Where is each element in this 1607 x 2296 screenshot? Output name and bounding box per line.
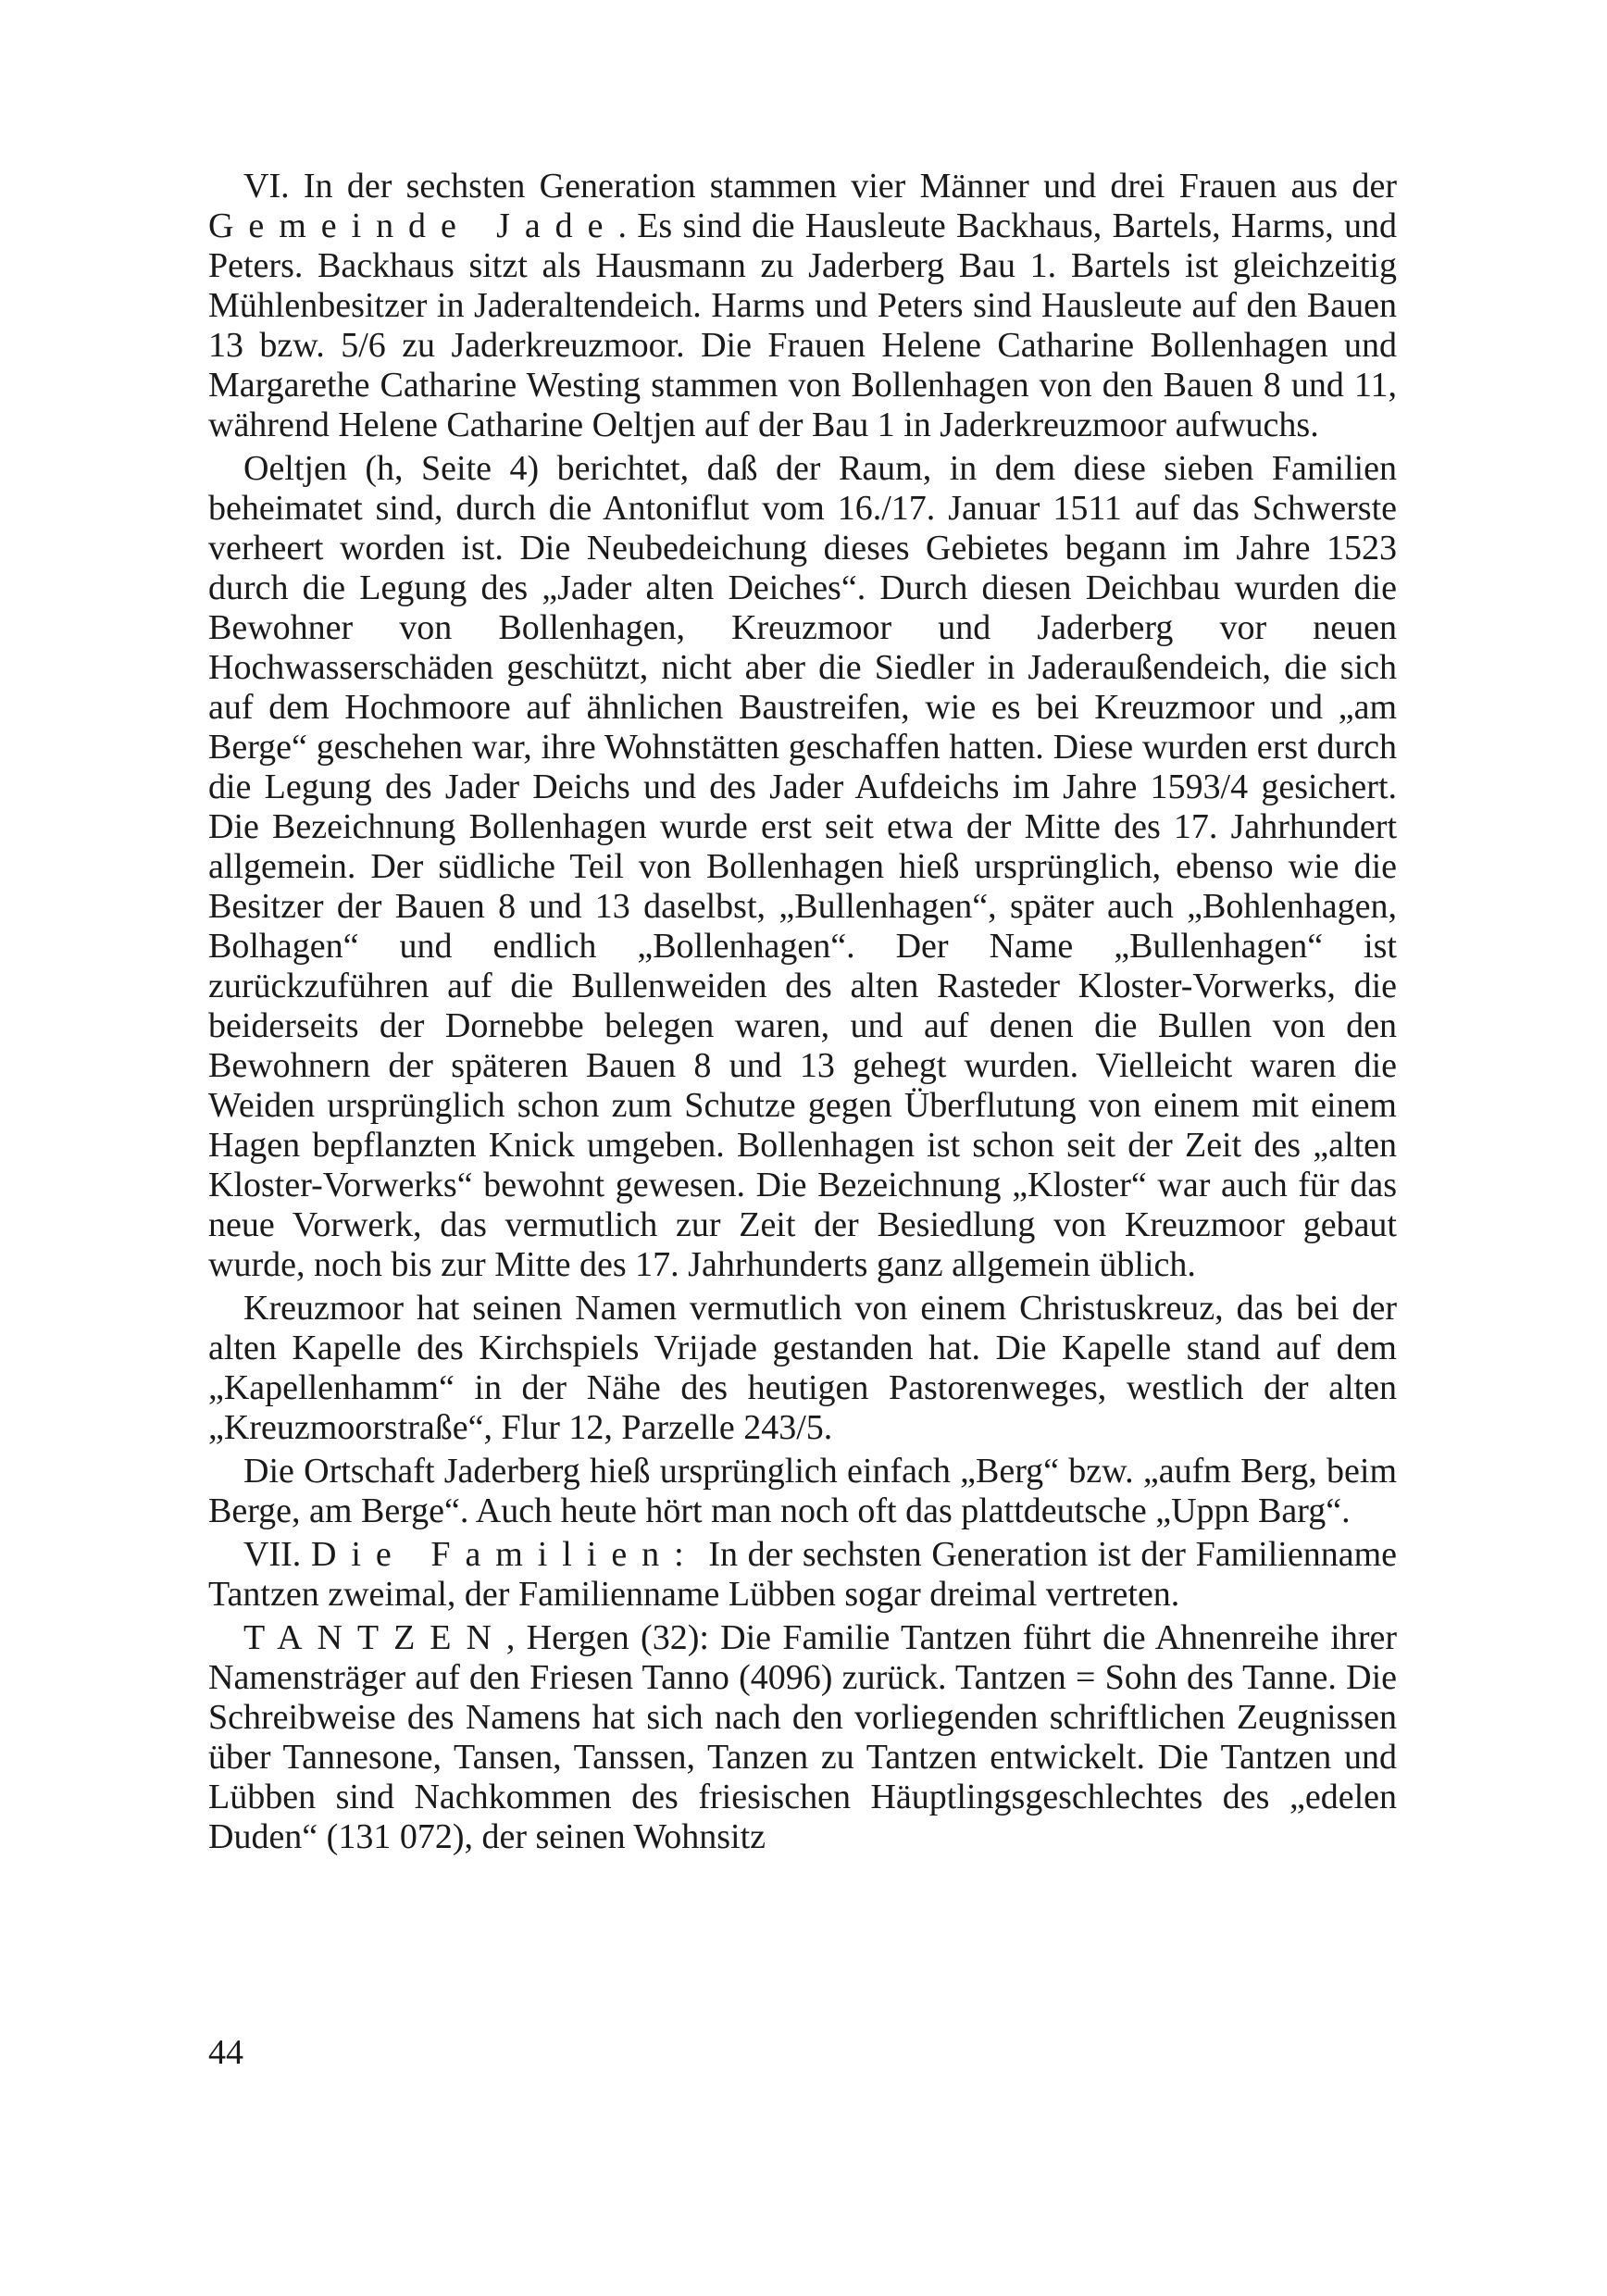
paragraph-generation-vi <box>208 167 1397 445</box>
spaced-heading-tantzen: TANTZEN <box>243 1618 506 1657</box>
paragraph-jaderberg: Die Ortschaft Jaderberg hieß ursprünglich einfach „Berg“ bzw. „aufm Berg, beim Berge, am Berge“. Auch heute hört man noch oft das plattdeutsche „Uppn Barg“. <box>208 1452 1397 1530</box>
paragraph-kreuzmoor: Kreuzmoor hat seinen Namen vermutlich von einem Christuskreuz, das bei der alten Kapelle des Kirchspiels Vrijade gestanden hat. Die Kapelle stand auf dem „Kapellenhamm“ in der Nähe des heutigen Pastorenweges, westlich der alten „Kreuzmoorstraße“, Flur 12, Parzelle 243/5. <box>208 1289 1397 1447</box>
text-run: VII. <box>243 1535 311 1574</box>
spaced-heading-gemeinde-jade: Gemeinde Jade <box>208 206 618 245</box>
page-body <box>208 167 1397 1861</box>
paragraph-oeltjen: Oeltjen (h, Seite 4) berichtet, daß der Raum, in dem diese sieben Familien beheimatet sind, durch die Antoniflut vom 16./17. Januar 1511 auf das Schwerste verheert worden ist. Die Neubedeichung dieses Gebietes begann im Jahre 1523 durch die Legung des „Jader alten Deiches“. Durch diesen Deichbau wurden die Bewohner von Bollenhagen, Kreuzmoor und Jaderberg vor neuen Hochwasserschäden geschützt, nicht aber die Siedler in Jaderaußendeich, die sich auf dem Hochmoore auf ähnlichen Baustreifen, wie es bei Kreuzmoor und „am Berge“ geschehen war, ihre Wohnstätten geschaffen hatten. Diese wurden erst durch die Legung des Jader Deichs und des Jader Aufdeichs im Jahre 1593/4 gesichert. Die Bezeichnung Bollenhagen wurde erst seit etwa der Mitte des 17. Jahrhundert allgemein. Der südliche Teil von Bollenhagen hieß ursprünglich, ebenso wie die Besitzer der Bauen 8 und 13 daselbst, „Bullenhagen“, später auch „Bohlenhagen, Bolhagen“ und endlich „Bollenhagen“. Der Name „Bullenhagen“ ist zurückzuführen auf die Bullenweiden des alten Rasteder Kloster-Vorwerks, die beiderseits der Dornebbe belegen waren, und auf denen die Bullen von den Bewohnern der späteren Bauen 8 und 13 gehegt wurden. Vielleicht waren die Weiden ursprünglich schon zum Schutze gegen Überflutung von einem mit einem Hagen bepflanzten Knick umgeben. Bollenhagen ist schon seit der Zeit des „alten Kloster-Vorwerks“ bewohnt gewesen. Die Bezeichnung „Kloster“ war auch für das neue Vorwerk, das vermutlich zur Zeit der Besiedlung von Kreuzmoor gebaut wurde, noch bis zur Mitte des 17. Jahrhunderts ganz allgemein üblich. <box>208 449 1397 1284</box>
paragraph-generation-vii <box>208 1535 1397 1615</box>
page-number: 44 <box>208 2033 243 2072</box>
text-run: , Hergen (32): Die Familie Tantzen führt die Ahnenreihe ihrer Namensträger auf den Friesen Tanno (4096) zurück. Tantzen = Sohn des Tanne. Die Schreibweise des Namens hat sich nach den vorliegenden schriftlichen Zeugnissen über Tannesone, Tansen, Tanssen, Tanzen zu Tantzen entwickelt. Die Tantzen und Lübben sind Nachkommen des friesischen Häuptlingsgeschlechtes des „edelen Duden“ (131 072), der seinen Wohnsitz <box>208 1618 1397 1856</box>
text-run: In der sechsten Generation ist der Familienname Tantzen zweimal, der Familienname Lübben sogar dreimal vertreten. <box>208 1535 1397 1614</box>
text-run: VI. In der sechsten Generation stammen vier Männer und drei Frauen aus der <box>243 167 1397 206</box>
text-run: . Es sind die Hausleute Backhaus, Bartels, Harms, und Peters. Backhaus sitzt als Hausmann zu Jaderberg Bau 1. Bartels ist gleichzeitig Mühlenbesitzer in Jaderaltendeich. Harms und Peters sind Hausleute auf den Bauen 13 bzw. 5/6 zu Jaderkreuzmoor. Die Frauen Helene Catharine Bollenhagen und Margarethe Catharine Westing stammen von Bollenhagen von den Bauen 8 und 11, während Helene Catharine Oeltjen auf der Bau 1 in Jaderkreuzmoor aufwuchs. <box>208 206 1397 444</box>
paragraph-tantzen <box>208 1618 1397 1857</box>
spaced-heading-die-familien: Die Familien: <box>310 1535 699 1574</box>
